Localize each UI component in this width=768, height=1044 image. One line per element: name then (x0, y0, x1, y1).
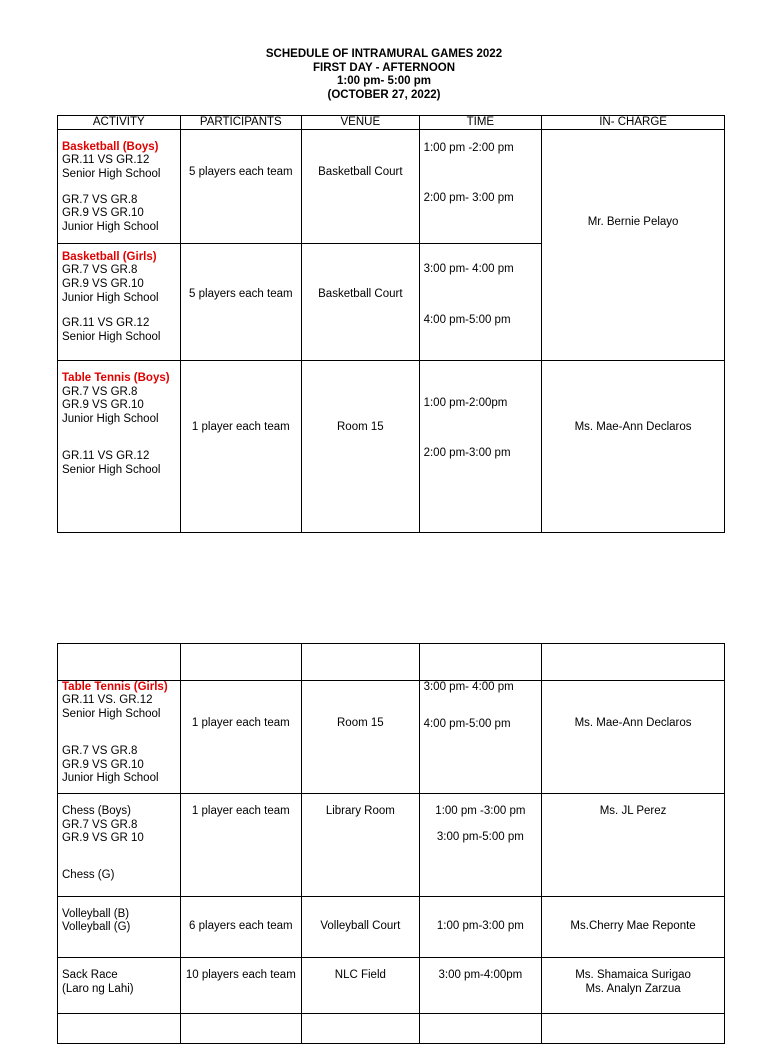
participants-text: 1 player each team (191, 421, 290, 433)
time-text: 1:00 pm -3:00 pm (435, 805, 526, 817)
venue-text: Basketball Court (318, 288, 403, 300)
participants-text: 6 players each team (189, 920, 293, 932)
activity-line: Sack Race (62, 969, 118, 981)
venue-cell (302, 130, 420, 244)
activity-line: GR.11 VS GR.12 (62, 154, 150, 166)
time-text: 3:00 pm-5:00 pm (436, 831, 524, 843)
venue-cell (302, 244, 420, 361)
in-charge-cell (542, 897, 725, 958)
in-charge-cell (542, 681, 725, 794)
participants-text: 5 players each team (189, 288, 293, 300)
heading-date: (OCTOBER 27, 2022) (327, 88, 441, 101)
in-charge-text: Ms. Analyn Zarzua (585, 983, 681, 995)
activity-line: Senior High School (62, 464, 161, 476)
empty-cell (180, 644, 302, 681)
time-text: 3:00 pm-4:00pm (438, 969, 523, 981)
participants-cell (180, 897, 302, 958)
empty-cell (58, 644, 181, 681)
time-text: 3:00 pm- 4:00 pm (423, 263, 514, 275)
empty-cell (180, 1014, 302, 1044)
time-cell (419, 130, 542, 244)
heading-hours: 1:00 pm- 5:00 pm (337, 75, 431, 87)
schedule-table-2 (57, 643, 725, 1044)
time-text: 2:00 pm-3:00 pm (423, 447, 511, 459)
venue-text: Room 15 (337, 421, 384, 433)
table-row (58, 130, 725, 244)
venue-cell (302, 958, 420, 1014)
in-charge-cell (542, 361, 725, 533)
activity-line: Senior High School (62, 168, 161, 180)
activity-cell (58, 794, 181, 897)
activity-line: GR.11 VS GR.12 (62, 317, 150, 329)
empty-cell (58, 1014, 181, 1044)
activity-line: Volleyball (B) (62, 908, 130, 920)
activity-line: Chess (G) (62, 869, 115, 881)
activity-line: Junior High School (62, 413, 159, 425)
activity-line: Junior High School (62, 292, 159, 304)
activity-line: GR.11 VS GR.12 (62, 450, 150, 462)
header-time: TIME (419, 116, 542, 130)
in-charge-text: Ms. Mae-Ann Declaros (574, 421, 692, 433)
time-cell (419, 244, 542, 361)
activity-line: GR.9 VS GR.10 (62, 759, 144, 771)
table-row (58, 958, 725, 1014)
empty-cell (419, 644, 542, 681)
table-header-row (58, 116, 725, 130)
activity-line: GR.7 VS GR.8 (62, 264, 138, 276)
empty-cell (542, 1014, 725, 1044)
activity-cell (58, 361, 181, 533)
in-charge-cell (542, 130, 725, 361)
in-charge-cell (542, 958, 725, 1014)
activity-line: GR.7 VS GR.8 (62, 819, 138, 831)
venue-text: Basketball Court (318, 166, 403, 178)
activity-title: Basketball (Boys) (62, 141, 159, 153)
time-cell (419, 958, 542, 1014)
time-text: 2:00 pm- 3:00 pm (423, 192, 514, 204)
in-charge-text: Ms. Mae-Ann Declaros (574, 717, 692, 729)
participants-cell (180, 958, 302, 1014)
header-participants: PARTICIPANTS (180, 116, 302, 130)
heading-title: SCHEDULE OF INTRAMURAL GAMES 2022 (265, 48, 503, 60)
activity-cell (58, 681, 181, 794)
participants-text: 5 players each team (189, 166, 293, 178)
participants-text: 1 player each team (191, 805, 290, 817)
activity-title: Table Tennis (Girls) (62, 681, 168, 693)
time-text: 1:00 pm -2:00 pm (423, 142, 514, 154)
header-activity: ACTIVITY (58, 116, 181, 130)
heading-day: FIRST DAY - AFTERNOON (312, 61, 456, 74)
in-charge-text: Mr. Bernie Pelayo (587, 216, 679, 228)
participants-cell (180, 244, 302, 361)
activity-line: GR.9 VS GR.10 (62, 278, 144, 290)
table-row (58, 1014, 725, 1044)
table-row (58, 794, 725, 897)
venue-text: Room 15 (337, 717, 384, 729)
activity-line: GR.7 VS GR.8 (62, 386, 138, 398)
time-cell (419, 794, 542, 897)
activity-cell (58, 244, 181, 361)
activity-line: GR.9 VS GR.10 (62, 399, 144, 411)
time-text: 4:00 pm-5:00 pm (423, 718, 511, 730)
activity-line: Chess (Boys) (62, 805, 132, 817)
table-row (58, 897, 725, 958)
time-text: 4:00 pm-5:00 pm (423, 314, 511, 326)
venue-cell (302, 361, 420, 533)
participants-cell (180, 681, 302, 794)
venue-text: Library Room (325, 805, 395, 817)
activity-cell (58, 897, 181, 958)
time-cell (419, 361, 542, 533)
activity-line: GR.11 VS. GR.12 (62, 694, 153, 706)
venue-cell (302, 794, 420, 897)
time-cell (419, 897, 542, 958)
activity-line: (Laro ng Lahi) (62, 983, 134, 995)
activity-line: GR.9 VS GR.10 (62, 207, 144, 219)
empty-cell (302, 1014, 420, 1044)
activity-cell (58, 958, 181, 1014)
venue-text: Volleyball Court (320, 920, 401, 932)
activity-line: Junior High School (62, 772, 159, 784)
activity-line: Volleyball (G) (62, 921, 131, 933)
time-text: 1:00 pm-2:00pm (423, 397, 508, 409)
empty-cell (419, 1014, 542, 1044)
table-row (58, 681, 725, 794)
table-row (58, 361, 725, 533)
activity-line: Junior High School (62, 221, 159, 233)
activity-line: Senior High School (62, 708, 161, 720)
activity-line: Senior High School (62, 331, 161, 343)
in-charge-text: Ms. JL Perez (599, 805, 667, 817)
venue-text: NLC Field (334, 969, 386, 981)
activity-title: Table Tennis (Boys) (62, 372, 170, 384)
activity-title: Basketball (Girls) (62, 251, 157, 263)
in-charge-text: Ms.Cherry Mae Reponte (570, 920, 696, 932)
time-text: 1:00 pm-3:00 pm (436, 920, 524, 932)
participants-cell (180, 794, 302, 897)
header-in-charge: IN- CHARGE (542, 116, 725, 130)
schedule-heading (0, 48, 768, 102)
activity-cell (58, 130, 181, 244)
empty-cell (542, 644, 725, 681)
schedule-table-1 (57, 115, 725, 533)
participants-cell (180, 361, 302, 533)
participants-text: 10 players each team (185, 969, 296, 981)
participants-text: 1 player each team (191, 717, 290, 729)
in-charge-text: Ms. Shamaica Surigao (575, 969, 691, 981)
time-cell (419, 681, 542, 794)
activity-line: GR.7 VS GR.8 (62, 194, 138, 206)
header-venue: VENUE (302, 116, 420, 130)
venue-cell (302, 897, 420, 958)
venue-cell (302, 681, 420, 794)
empty-cell (302, 644, 420, 681)
activity-line: GR.7 VS GR.8 (62, 745, 138, 757)
in-charge-cell (542, 794, 725, 897)
activity-line: GR.9 VS GR 10 (62, 832, 144, 844)
table-row (58, 644, 725, 681)
participants-cell (180, 130, 302, 244)
time-text: 3:00 pm- 4:00 pm (423, 681, 514, 693)
